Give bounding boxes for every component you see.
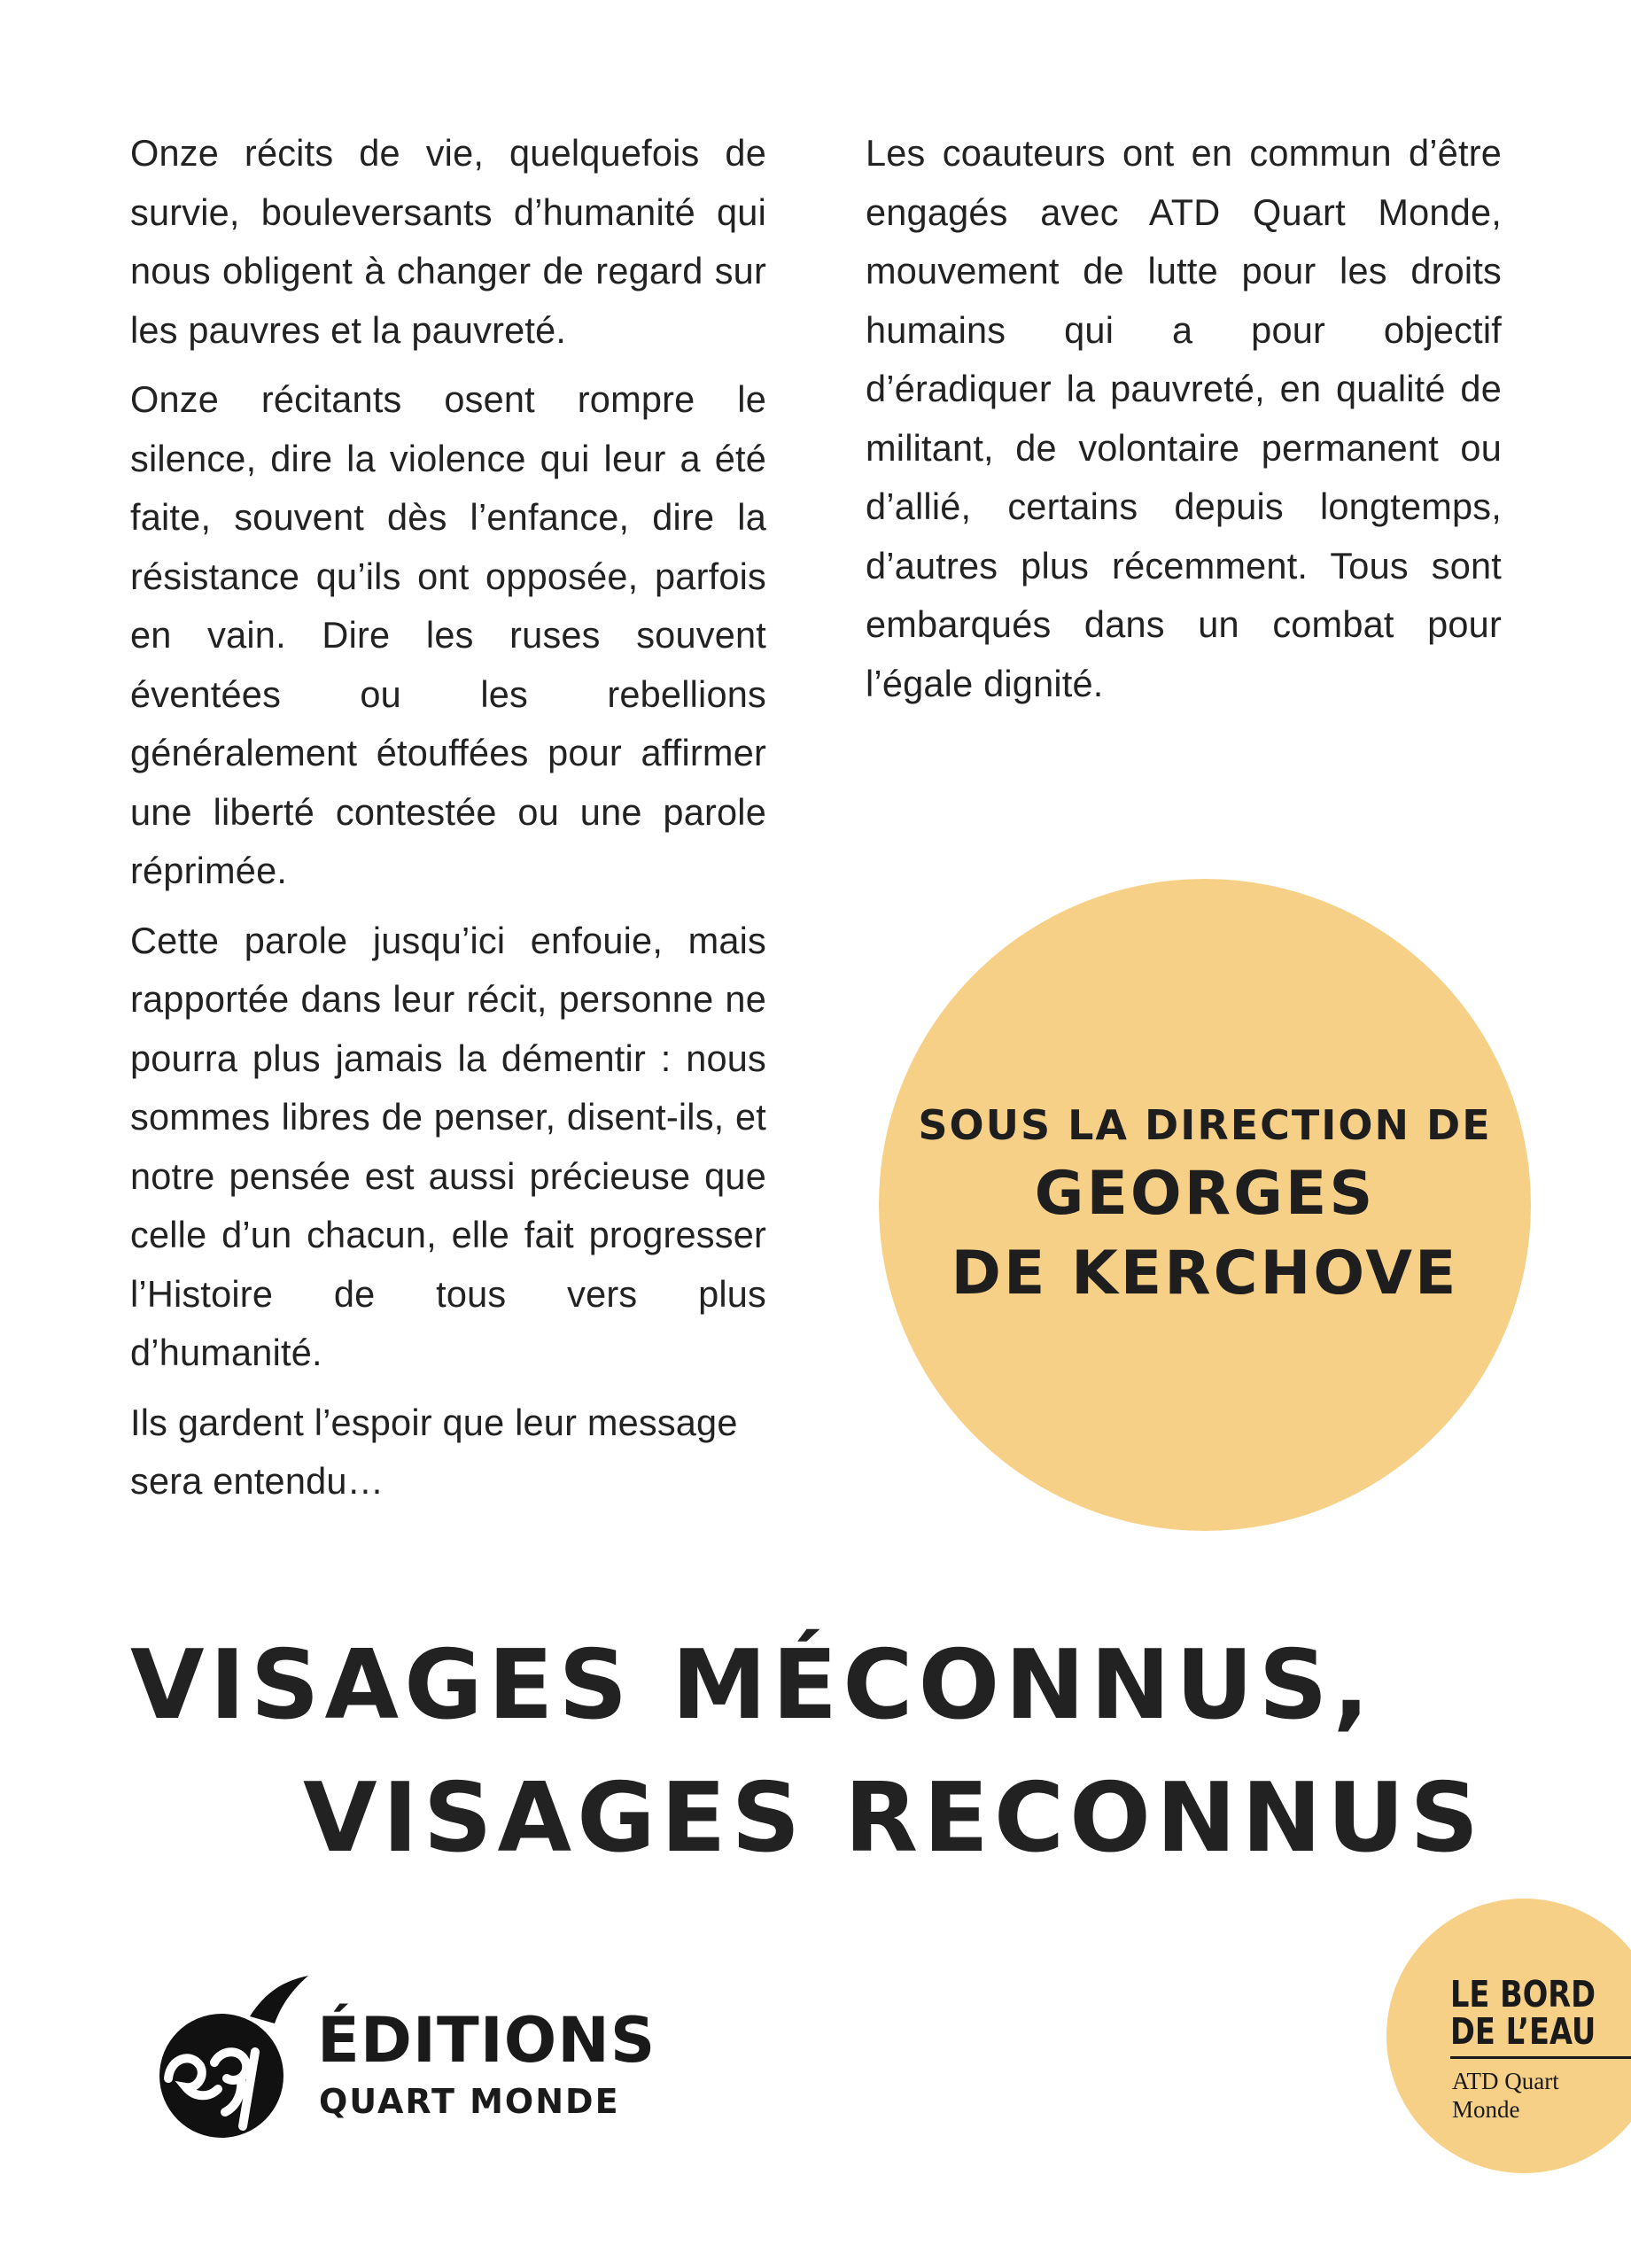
- paragraph: Ils gardent l’espoir que leur message sera entendu…: [130, 1401, 738, 1502]
- editor-name-line2: DE KERCHOVE: [951, 1239, 1459, 1309]
- paragraph: Onze récits de vie, quelquefois de survie, bouleversants d’humanité qui nous obligent à changer de regard sur les pauvres et la pauvreté.: [130, 132, 766, 351]
- direction-circle: [879, 879, 1531, 1531]
- direction-lead: SOUS LA DIRECTION DE: [918, 1101, 1492, 1149]
- badge-line3: ATD Quart: [1452, 2068, 1559, 2094]
- paragraph: Cette parole jusqu’ici enfouie, mais rapportée dans leur récit, personne ne pourra plus jamais la démentir : nous sommes libres de penser, disent-ils, et notre pensée est aussi précieuse que celle d’un chacun, elle fait progresser l’Histoire de tous vers plus d’humanité.: [130, 919, 766, 1373]
- title-line1: VISAGES MÉCONNUS,: [130, 1630, 1375, 1741]
- editor-name-line1: GEORGES: [1034, 1159, 1376, 1229]
- paragraph: Onze récitants osent rompre le silence, dire la violence qui leur a été faite, souvent dès l’enfance, dire la résistance qu’ils ont opposée, parfois en vain. Dire les ruses souvent éventées ou les rebellions généralement étouffées pour affirmer une liberté contestée ou une parole réprimée.: [130, 378, 766, 891]
- right-text-column: [866, 124, 1502, 713]
- badge-line2: DE L’EAU: [1450, 2010, 1596, 2053]
- badge-line4: Monde: [1452, 2096, 1520, 2123]
- badge-divider: [1450, 2056, 1631, 2059]
- left-text-column: [130, 124, 766, 1511]
- paragraph: Les coauteurs ont en commun d’être engagés avec ATD Quart Monde, mouvement de lutte pour les droits humains qui a pour objectif d’éradiquer la pauvreté, en qualité de militant, de volontaire permanent ou d’allié, certains depuis longtemps, d’autres plus récemment. Tous sont embarqués dans un combat pour l’égale dignité.: [866, 132, 1502, 704]
- publisher-name: ÉDITIONS: [317, 2004, 656, 2077]
- book-title: [130, 1619, 1548, 1885]
- publisher-subname: QUART MONDE: [319, 2082, 620, 2121]
- publisher-logo: [151, 1974, 682, 2151]
- collection-badge: [1386, 1899, 1631, 2173]
- editions-quart-monde-logo-icon: [151, 1974, 310, 2151]
- title-line2: VISAGES RECONNUS: [303, 1763, 1485, 1874]
- badge-line1: LE BORD: [1450, 1973, 1596, 2016]
